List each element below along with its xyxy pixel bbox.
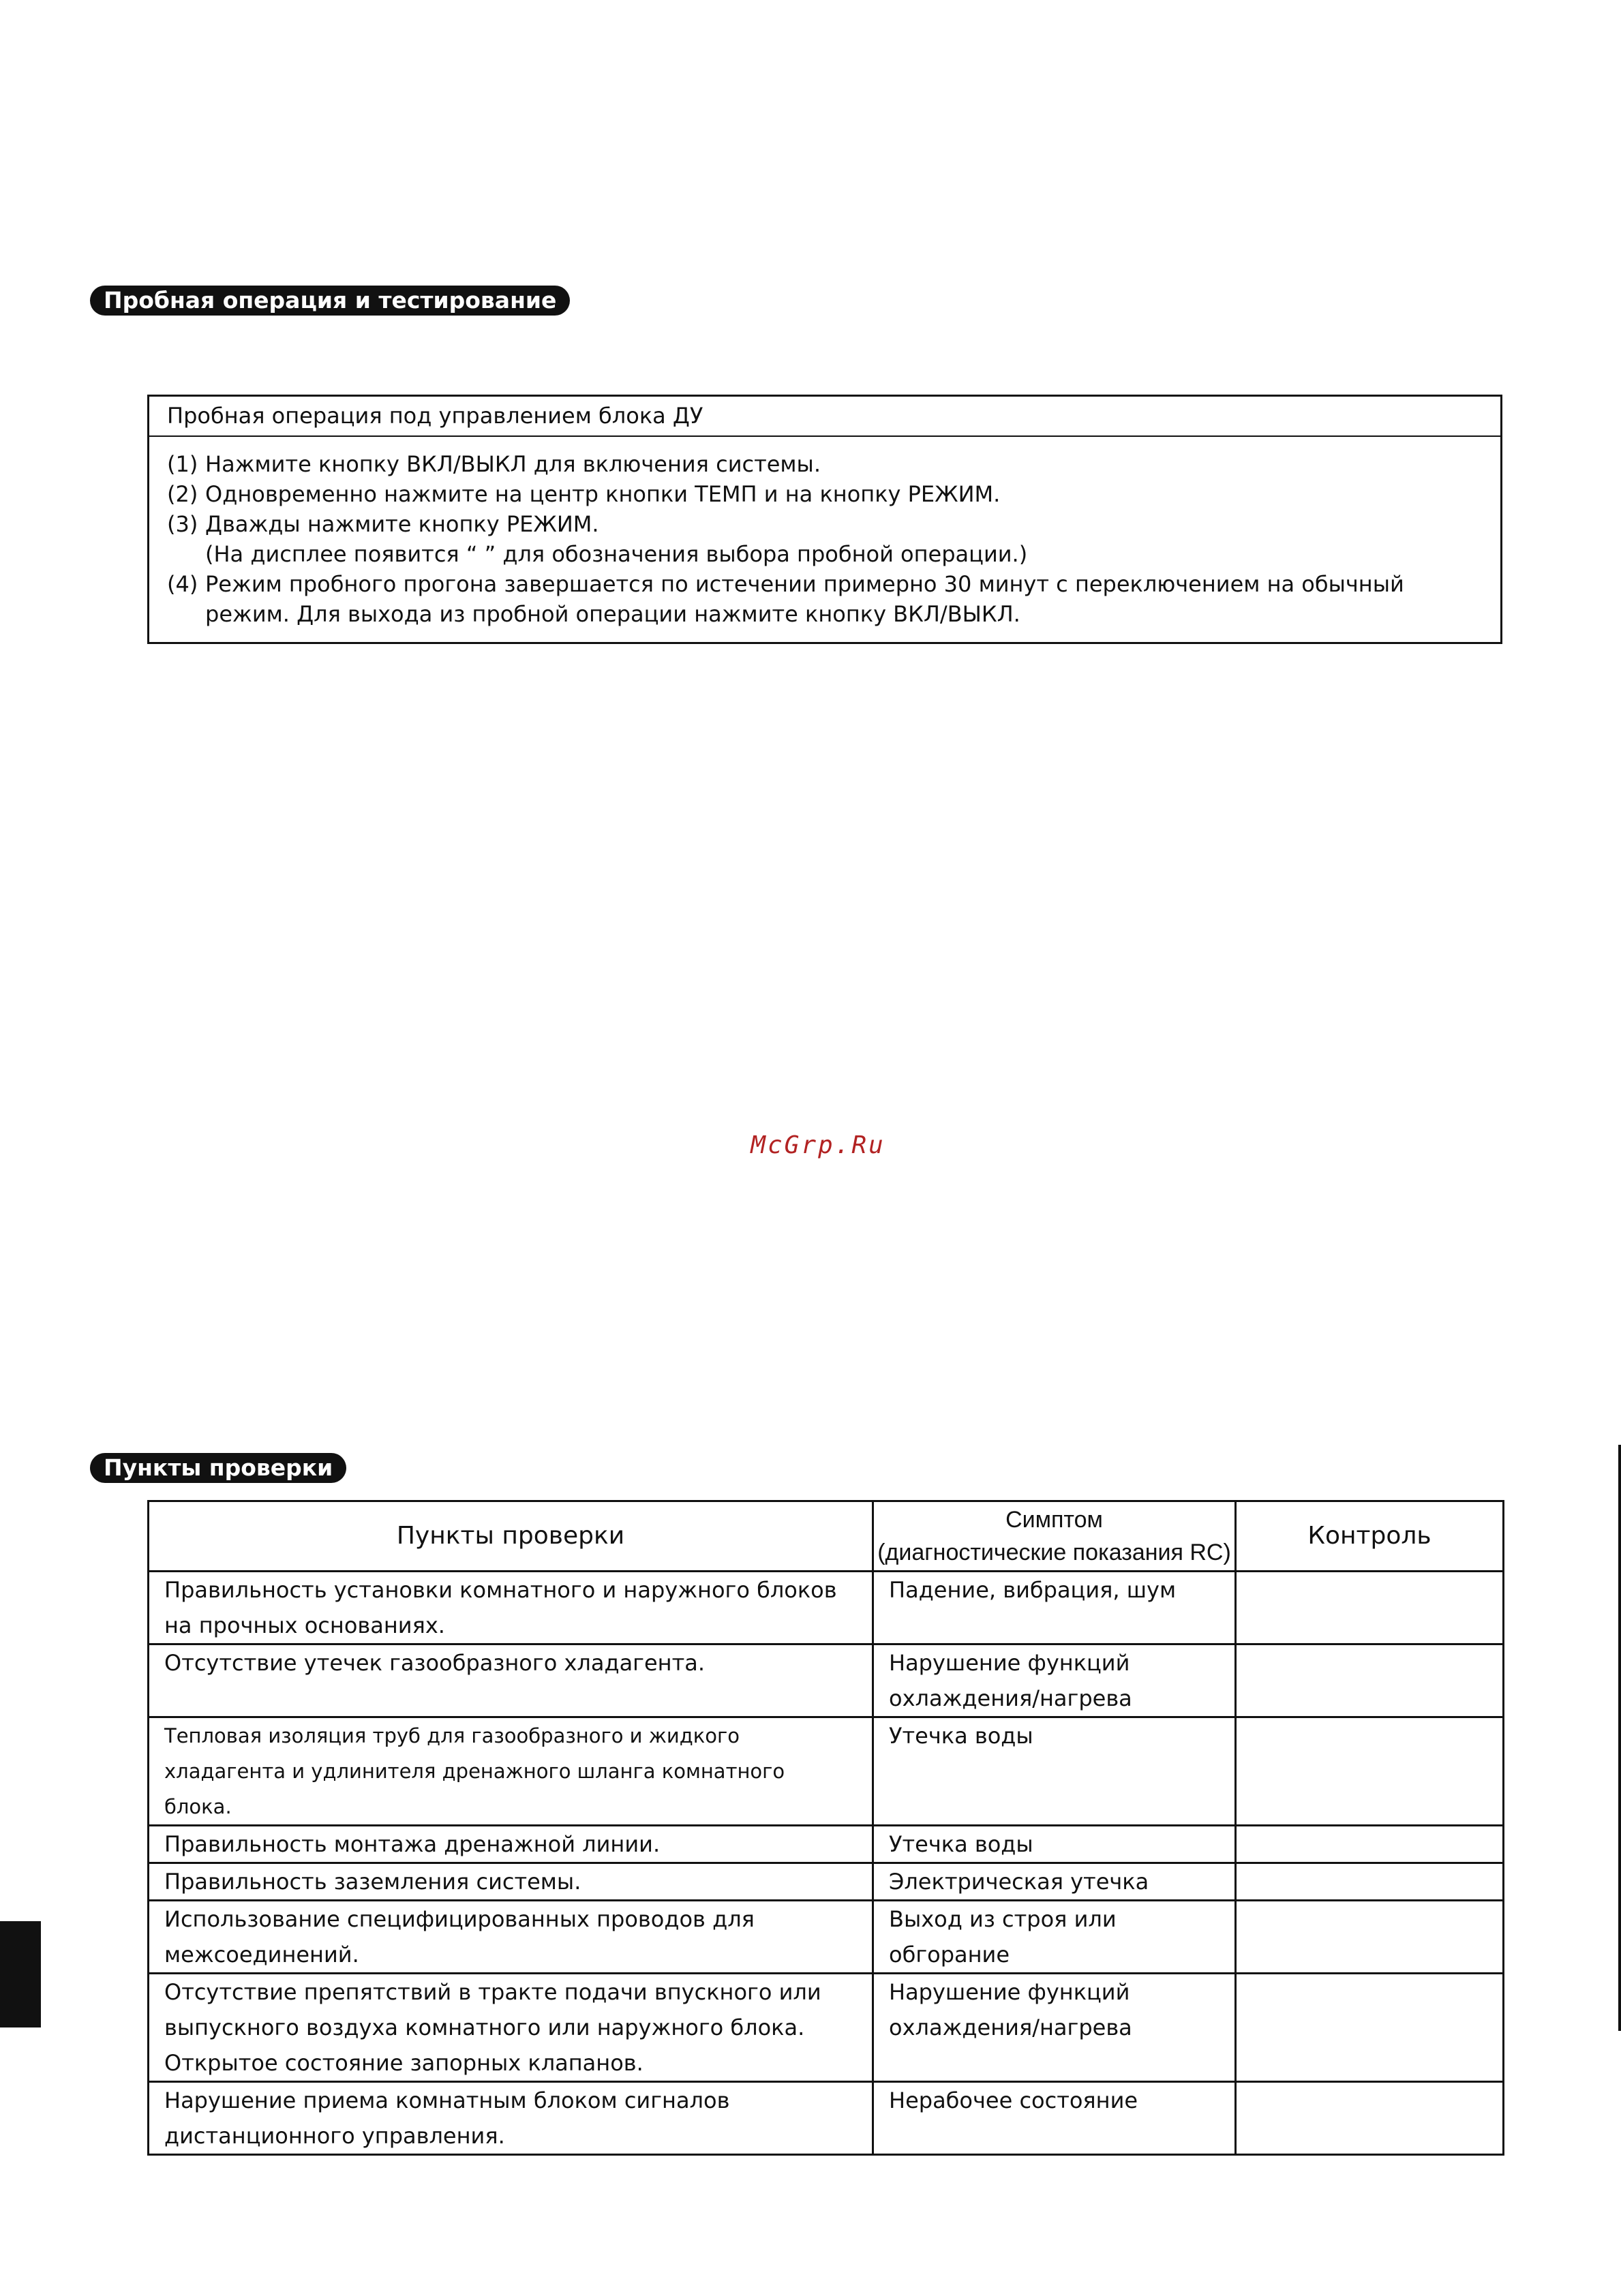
control-cell[interactable] (1236, 2082, 1504, 2155)
table-row (149, 1717, 1504, 1826)
step-number: (3) (167, 511, 198, 537)
procedure-steps (149, 437, 1500, 629)
check-item: Правильность монтажа дренажной линии. (149, 1826, 873, 1863)
procedure-title: Пробная операция под управлением блока ДУ (149, 397, 1500, 437)
table-row (149, 1572, 1504, 1644)
check-item: Отсутствие утечек газообразного хладагента. (149, 1644, 873, 1717)
control-cell[interactable] (1236, 1826, 1504, 1863)
symptom: Нарушение функций охлаждения/нагрева (873, 1644, 1236, 1717)
step-text: Одновременно нажмите на центр кнопки ТЕМП и на кнопку РЕЖИМ. (205, 481, 1001, 507)
step-text: Режим пробного прогона завершается по истечении примерно 30 минут с переключением на обычный режим. Для выхода из пробной операции нажмите кнопку ВКЛ/ВЫКЛ. (205, 571, 1404, 627)
page-edge-line (1618, 1445, 1621, 2031)
procedure-step (167, 479, 1487, 509)
control-cell[interactable] (1236, 1572, 1504, 1644)
step-number: (2) (167, 481, 198, 507)
check-item: Использование специфицированных проводов для межсоединений. (149, 1901, 873, 1974)
table-row (149, 1644, 1504, 1717)
table-row (149, 1974, 1504, 2082)
symptom: Выход из строя или обгорание (873, 1901, 1236, 1974)
table-row (149, 2082, 1504, 2155)
symptom: Утечка воды (873, 1717, 1236, 1826)
control-cell[interactable] (1236, 1974, 1504, 2082)
section-heading-test: Пробная операция и тестирование (90, 286, 570, 316)
control-cell[interactable] (1236, 1644, 1504, 1717)
step-text: Дважды нажмите кнопку РЕЖИМ. (На дисплее появится “ ” для обозначения выбора пробной операции.) (205, 511, 1028, 567)
table-row (149, 1863, 1504, 1901)
symptom: Нерабочее состояние (873, 2082, 1236, 2155)
table-row (149, 1901, 1504, 1974)
symptom: Падение, вибрация, шум (873, 1572, 1236, 1644)
procedure-step (167, 569, 1487, 629)
step-text: Нажмите кнопку ВКЛ/ВЫКЛ для включения системы. (205, 451, 821, 477)
header-control: Контроль (1236, 1501, 1504, 1572)
header-items: Пункты проверки (149, 1501, 873, 1572)
procedure-step (167, 509, 1487, 569)
step-number: (1) (167, 451, 198, 477)
check-table (147, 1500, 1504, 2156)
step-number: (4) (167, 571, 198, 597)
table-row (149, 1826, 1504, 1863)
check-item: Правильность заземления системы. (149, 1863, 873, 1901)
check-item: Тепловая изоляция труб для газообразного и жидкого хладагента и удлинителя дренажного шланга комнатного блока. (149, 1717, 873, 1826)
control-cell[interactable] (1236, 1717, 1504, 1826)
procedure-box (147, 395, 1502, 644)
check-item: Нарушение приема комнатным блоком сигналов дистанционного управления. (149, 2082, 873, 2155)
control-cell[interactable] (1236, 1863, 1504, 1901)
symptom: Утечка воды (873, 1826, 1236, 1863)
header-symptom: Симптом (диагностические показания RC) (873, 1501, 1236, 1572)
symptom: Электрическая утечка (873, 1863, 1236, 1901)
check-item: Правильность установки комнатного и наружного блоков на прочных основаниях. (149, 1572, 873, 1644)
section-heading-check: Пункты проверки (90, 1453, 346, 1483)
table-header-row (149, 1501, 1504, 1572)
procedure-step (167, 449, 1487, 479)
symptom: Нарушение функций охлаждения/нагрева (873, 1974, 1236, 2082)
control-cell[interactable] (1236, 1901, 1504, 1974)
watermark: McGrp.Ru (751, 1131, 885, 1159)
page-edge-tab (0, 1921, 41, 2027)
check-item: Отсутствие препятствий в тракте подачи впускного или выпускного воздуха комнатного или наружного блока. Открытое состояние запорных клапанов. (149, 1974, 873, 2082)
